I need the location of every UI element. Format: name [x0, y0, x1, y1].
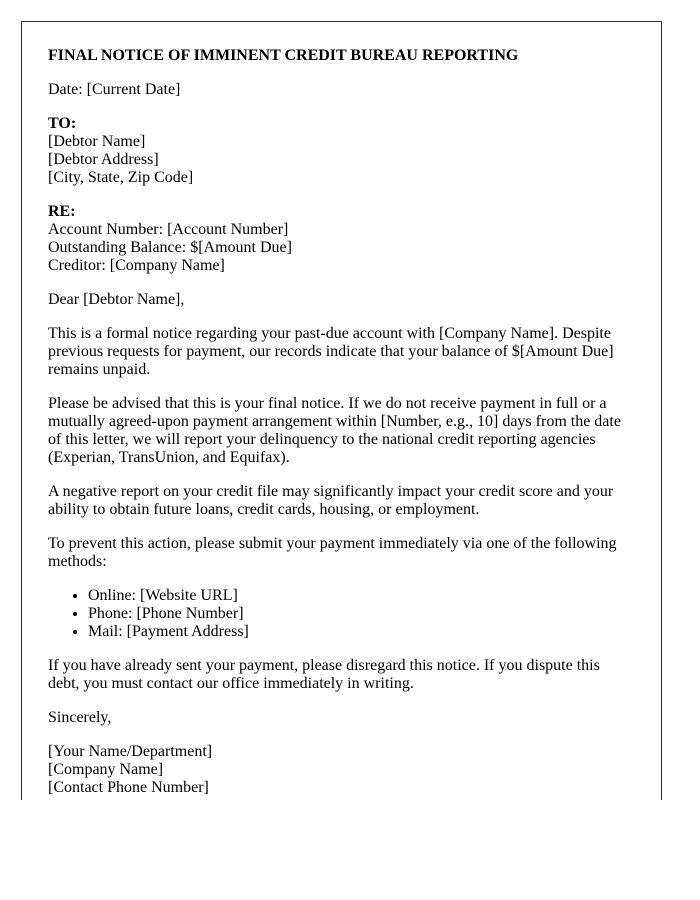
paragraph-formal-notice: This is a formal notice regarding your past-due account with [Company Name]. Despite previous requests for payment, our records indicate that your balance of $[Amount Due] remains unpaid. [48, 325, 614, 378]
letter-title: FINAL NOTICE OF IMMINENT CREDIT BUREAU REPORTING [48, 47, 519, 64]
paragraph-credit-impact: A negative report on your credit file may significantly impact your credit score and your ability to obtain future loans, credit cards, housing, or employment. [48, 483, 614, 518]
outstanding-balance-line: Outstanding Balance: $[Amount Due] [48, 239, 292, 256]
to-label: TO: [48, 115, 77, 132]
date-line: Date: [Current Date] [48, 81, 181, 98]
signature-block [48, 743, 635, 797]
account-number-line: Account Number: [Account Number] [48, 221, 289, 238]
paragraph-disregard-dispute: If you have already sent your payment, please disregard this notice. If you dispute this debt, you must contact our office immediately in writing. [48, 657, 600, 692]
signoff: Sincerely, [48, 709, 112, 726]
payment-method-mail: • Mail: [Payment Address] [88, 623, 635, 641]
payment-method-online: • Online: [Website URL] [88, 587, 635, 605]
letter-frame [21, 21, 662, 800]
salutation: Dear [Debtor Name], [48, 291, 185, 308]
signature-name-line: [Your Name/Department] [48, 743, 213, 760]
paragraph-payment-intro: To prevent this action, please submit your payment immediately via one of the following methods: [48, 535, 617, 570]
signature-phone-line: [Contact Phone Number] [48, 779, 209, 796]
paragraph-final-notice-warning: Please be advised that this is your final notice. If we do not receive payment in full or a mutually agreed-upon payment arrangement within [Number, e.g., 10] days from the date of this letter, we will report your delinquency to the national credit reporting agencies (Experian, TransUnion, and Equifax). [48, 395, 621, 466]
payment-methods-list [48, 587, 635, 641]
signature-company-line: [Company Name] [48, 761, 164, 778]
creditor-line: Creditor: [Company Name] [48, 257, 225, 274]
debtor-name-line: [Debtor Name] [48, 133, 146, 150]
reference-block [48, 203, 635, 275]
debtor-city-state-zip-line: [City, State, Zip Code] [48, 169, 194, 186]
payment-method-phone: • Phone: [Phone Number] [88, 605, 635, 623]
re-label: RE: [48, 203, 76, 220]
debtor-address-line: [Debtor Address] [48, 151, 159, 168]
recipient-block [48, 115, 635, 187]
